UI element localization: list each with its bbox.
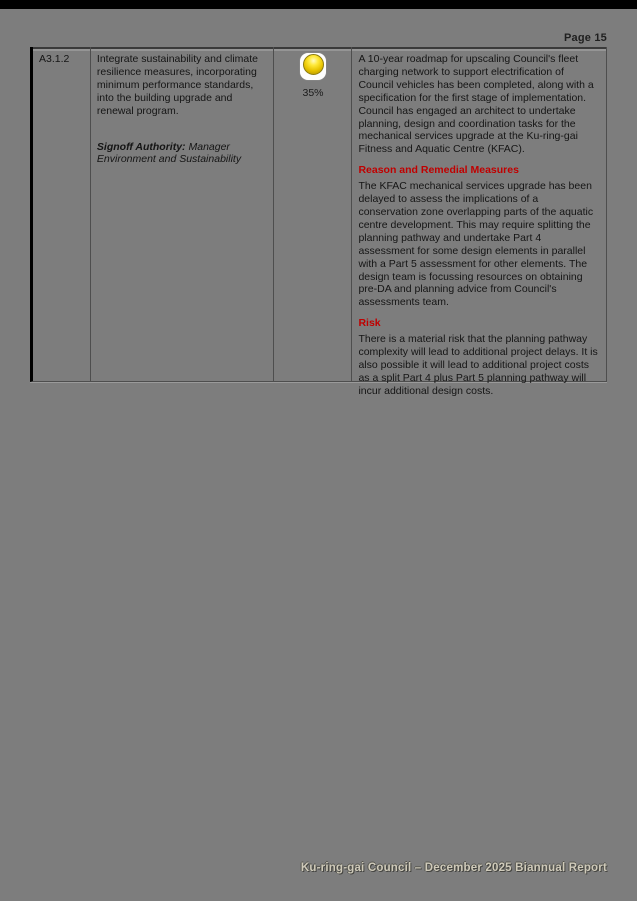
top-black-bar [0,0,637,9]
risk-heading: Risk [358,317,381,330]
table-cell-status [274,47,353,381]
action-id: A3.1.2 [39,53,70,65]
status-indicator-halo [300,53,326,80]
table-cell-comment [352,47,606,397]
comment-paragraph-1: A 10-year roadmap for upscaling Council's fleet charging network to support electrification of Council vehicles has been completed, along with a specification for the first stage of implementation. Council has engaged an architect to undertake planning, design and coordination tasks for the mechanical services upgrade at the Ku-ring-gai Fitness and Aquatic Centre (KFAC). [358,53,594,156]
reason-remedial-heading: Reason and Remedial Measures [358,164,519,177]
table-cell-action-id [33,47,91,381]
action-description: Integrate sustainability and climate resilience measures, incorporating minimum performance standards, into the building upgrade and renewal program. [96,53,258,117]
signoff-authority [97,141,268,167]
report-footer: Ku-ring-gai Council – December 2025 Biannual Report [300,862,607,874]
page-number: Page 15 [30,32,607,49]
table-cell-action-description [91,47,274,381]
comment-paragraph-2: The KFAC mechanical services upgrade has been delayed to assess the implications of a conservation zone overlapping parts of the aquatic centre development. This may require splitting the planning pathway and undertake Part 4 assessment for some design elements in parallel with a Part 5 assessment for other elements. The design team is focussing resources on obtaining pre-DA and planning advice from Council's assessments team. [358,180,594,309]
progress-percent: 35% [302,87,324,99]
signoff-authority-label: Signoff Authority: [96,140,186,153]
comment-paragraph-3: There is a material risk that the planning pathway complexity will lead to additional project delays. It is also possible it will lead to additional project costs as a split Part 4 plus Part 5 planning pathway will incur additional design costs. [358,333,598,397]
progress-table [30,47,607,397]
signoff-authority-value: Manager Environment and Sustainability [96,140,242,166]
yellow-status-icon [303,54,324,75]
